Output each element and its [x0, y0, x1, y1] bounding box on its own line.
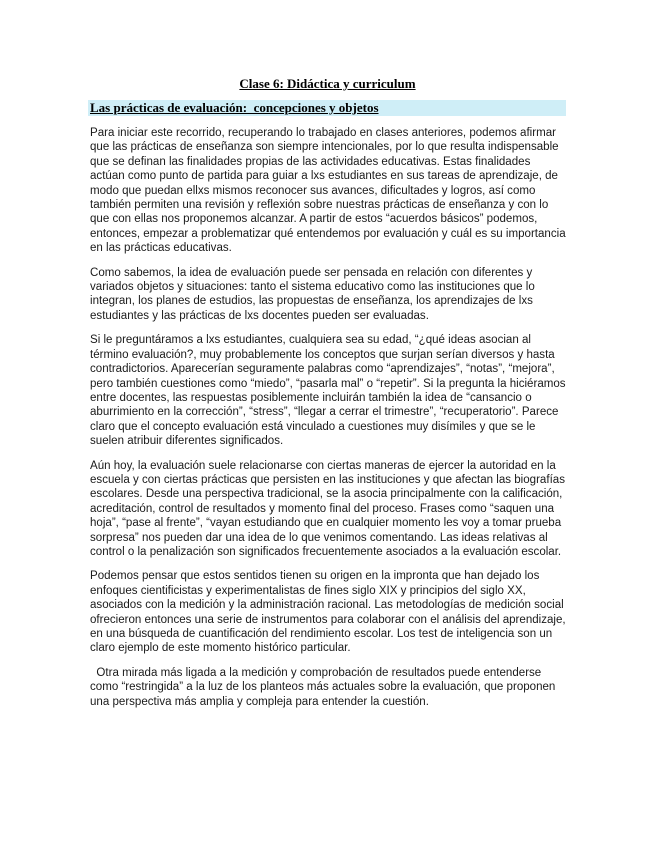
paragraph: Si le preguntáramos a lxs estudiantes, cualquiera sea su edad, “¿qué ideas asocian al término evaluación?, muy probablemente los conceptos que surjan serían diversos y hasta contradictorios. Aparecerían seguramente palabras como “aprendizajes”, “notas”, “mejora”, pero también cuestiones como “miedo”, “pasarla mal” o “repetir”. Si la pregunta la hiciéramos entre docentes, las respuestas posiblemente incluirán también la idea de “cansancio o aburrimiento en la corrección”, “stress”, “llegar a cerrar el trimestre”, “recuperatorio”. Parece claro que el concepto evaluación está vinculado a cuestiones muy disímiles y que se le suelen atribuir diferentes significados.	[90, 334, 566, 448]
paragraph: Otra mirada más ligada a la medición y comprobación de resultados puede entenderse como “restringida” a la luz de los planteos más actuales sobre la evaluación, que proponen una perspectiva más amplia y compleja para entender la cuestión.	[90, 666, 559, 708]
paragraph: Para iniciar este recorrido, recuperando lo trabajado en clases anteriores, podemos afirmar que las prácticas de enseñanza son siempre intencionales, por lo que resulta indispensable que se definan las finalidades propias de las actividades educativas. Estas finalidades actúan como punto de partida para guiar a lxs estudiantes en sus tareas de aprendizaje, de modo que puedan ellxs mismos reconocer sus avances, dificultades y logros, así como también permiten una revisión y reflexión sobre nuestras prácticas de enseñanza y con lo que con ellas nos proponemos alcanzar. A partir de estos “acuerdos básicos” podemos, entonces, empezar a problematizar qué entendemos por evaluación y cuál es su importancia en las prácticas educativas.	[90, 127, 566, 255]
paragraph: Como sabemos, la idea de evaluación puede ser pensada en relación con diferentes y variados objetos y situaciones: tanto el sistema educativo como las instituciones que lo integran, los planes de estudios, las propuestas de enseñanza, los aprendizajes de lxs estudiantes y las prácticas de lxs docentes pueden ser evaluadas.	[90, 266, 535, 322]
paragraph: Podemos pensar que estos sentidos tienen su origen en la impronta que han dejado los enfoques cientificistas y experimentalistas de fines siglo XIX y principios del siglo XX, asociados con la medición y la administración racional. Las metodologías de medición social ofrecieron entonces una serie de instrumentos para colaborar con el análisis del aprendizaje, en una búsqueda de cuantificación del rendimiento escolar. Los test de inteligencia son un claro ejemplo de este momento histórico particular.	[90, 570, 566, 655]
section-heading-text: Las prácticas de evaluación: concepciones y objetos	[90, 100, 379, 115]
document-body	[90, 126, 568, 719]
section-heading	[88, 100, 566, 116]
page-title: Clase 6: Didáctica y curriculum	[239, 76, 416, 91]
paragraph: Aún hoy, la evaluación suele relacionarse con ciertas maneras de ejercer la autoridad en la escuela y con ciertas prácticas que persisten en las instituciones y que afectan las biografías escolares. Desde una perspectiva tradicional, se la asocia principalmente con la calificación, acreditación, control de resultados y momento final del proceso. Frases como “saquen una hoja”, “pase al frente”, “vayan estudiando que en cualquier momento les voy a tomar prueba sorpresa” nos pueden dar una idea de lo que venimos comentando. Las ideas relativas al control o la penalización son significados frecuentemente asociados a la evaluación escolar.	[90, 459, 565, 558]
